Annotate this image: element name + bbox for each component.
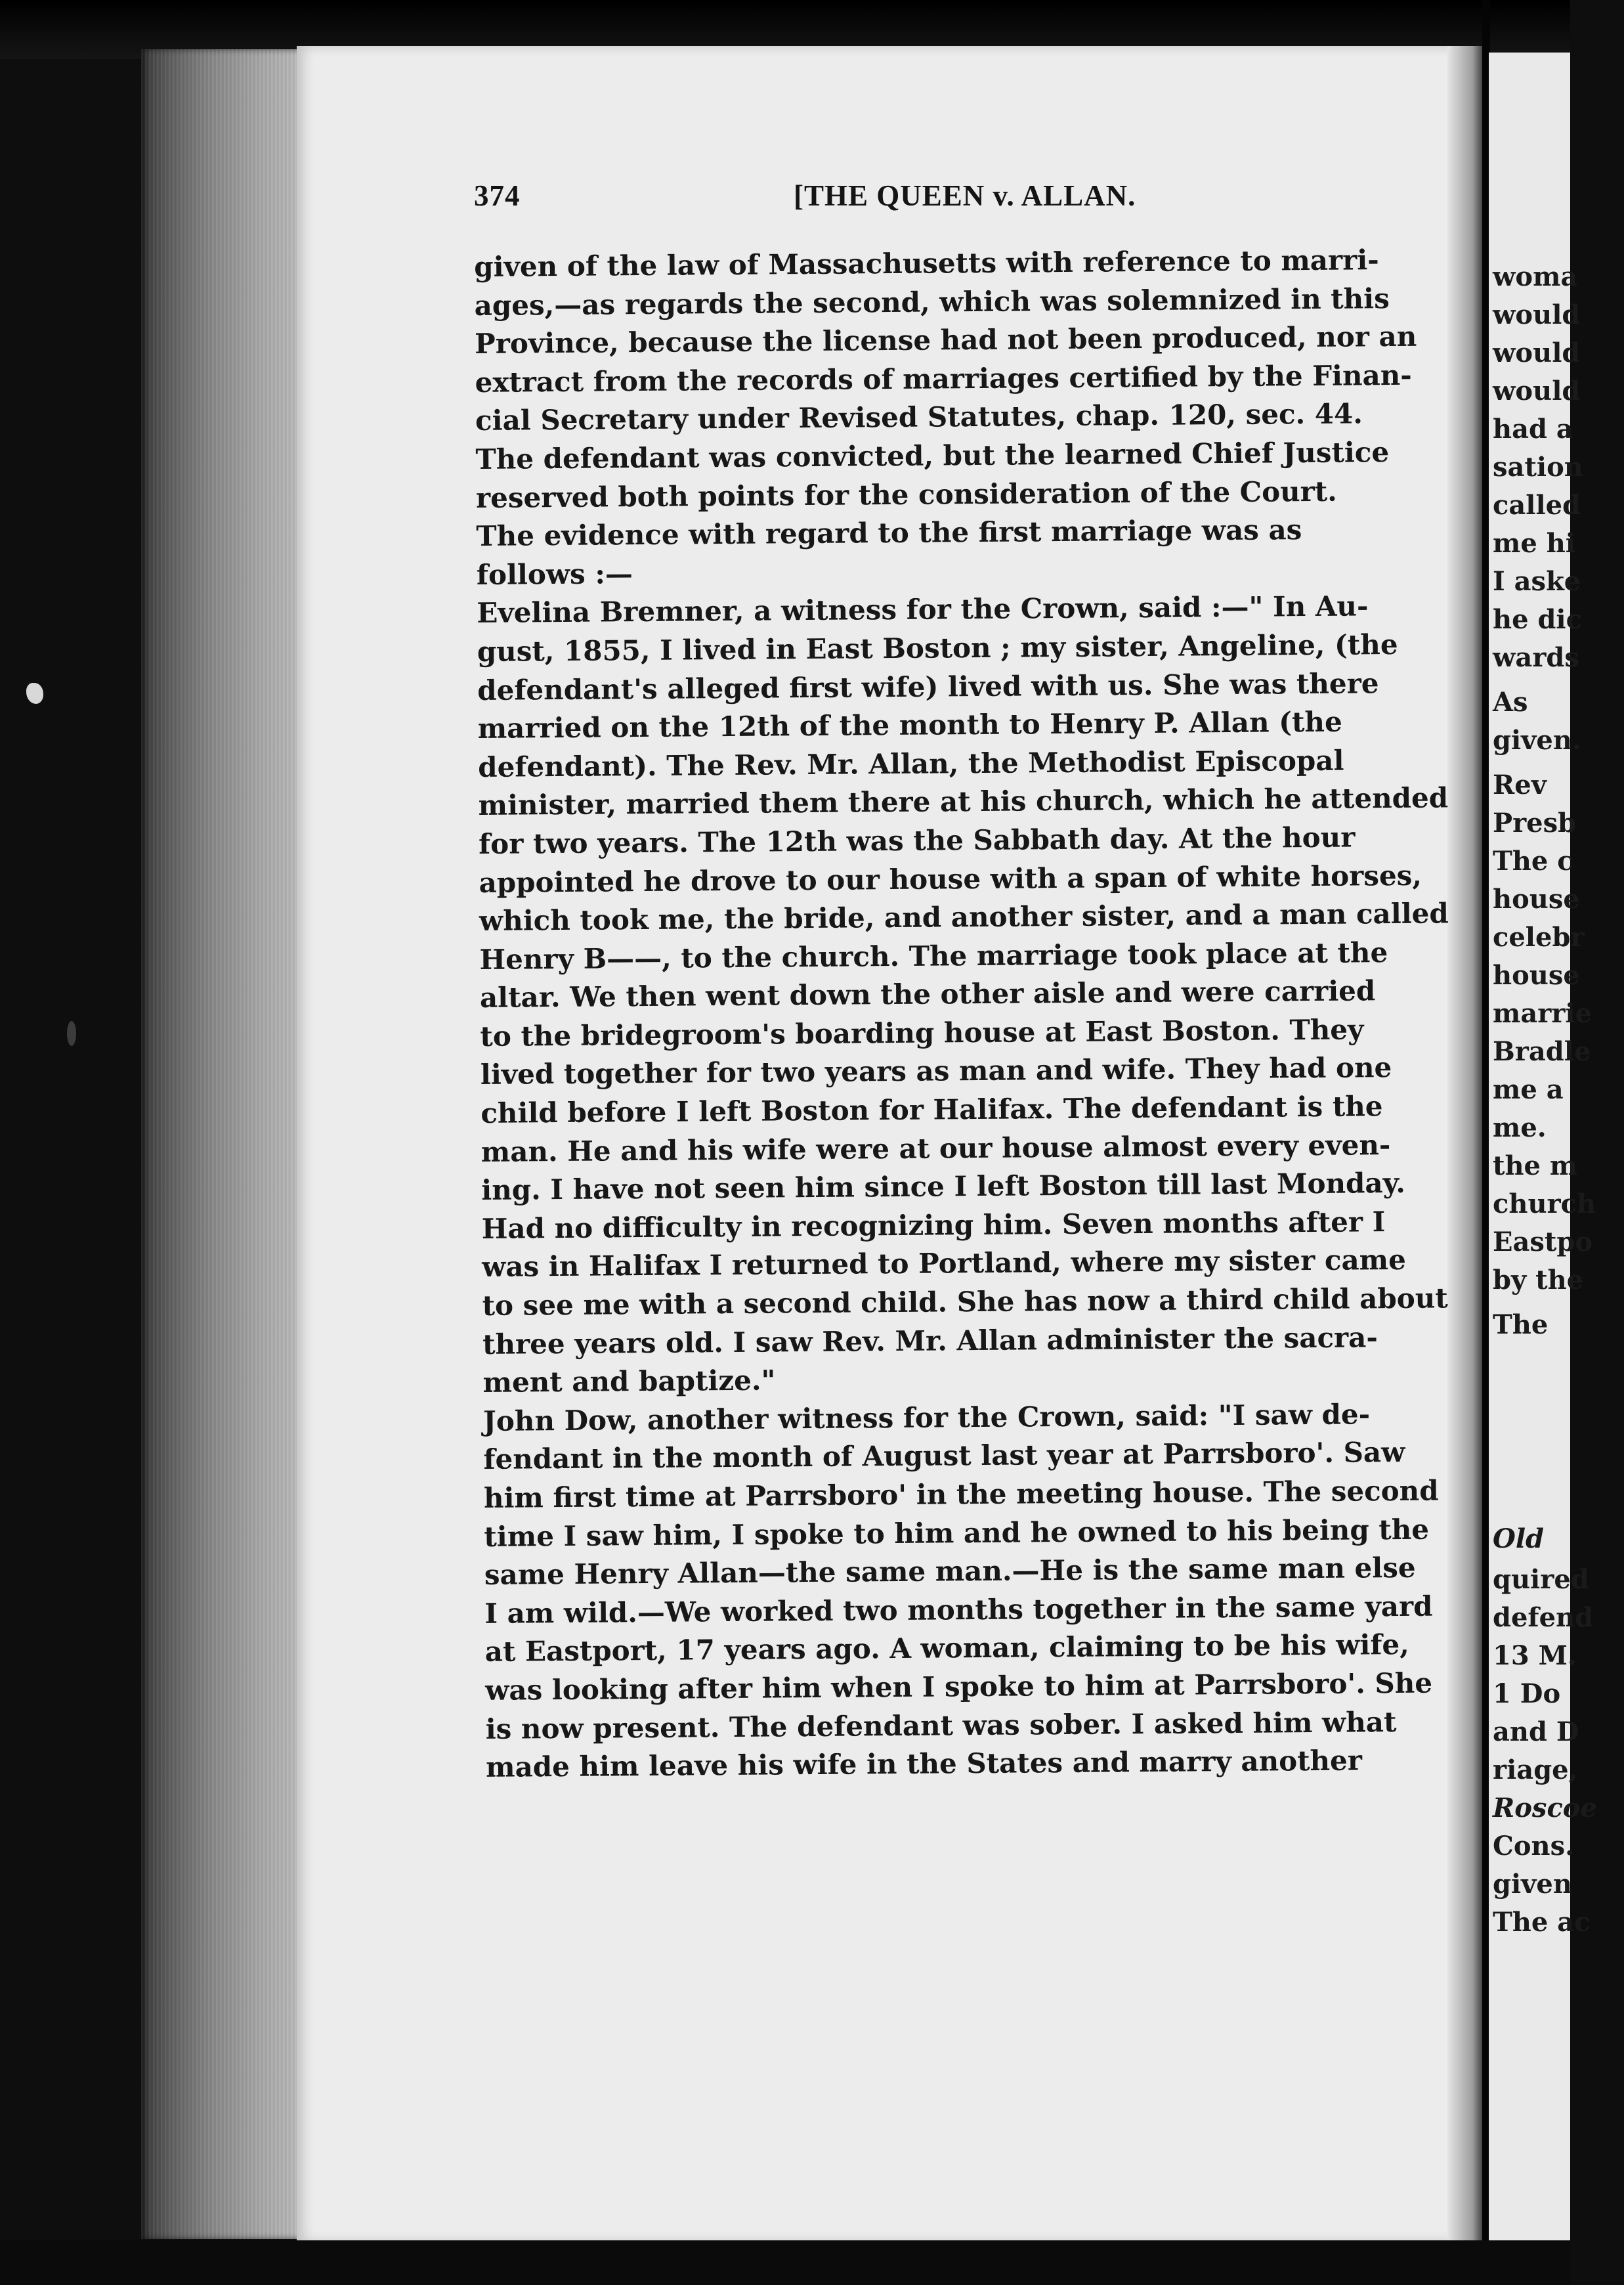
text-line: minister, married them there at his church, which he attended [478,781,1449,822]
facing-line: The [1493,1309,1549,1340]
facing-line: house [1493,884,1580,915]
facing-line: had a [1493,414,1573,445]
facing-line: and D [1493,1716,1579,1747]
text-line: fendant in the month of August last year at Parrsboro'. Saw [483,1436,1405,1476]
text-line: The defendant was convicted, but the learned Chief Justice [475,436,1390,475]
running-title: [THE QUEEN v. ALLAN. [794,179,1136,212]
facing-line: The c [1493,846,1573,877]
text-line: time I saw him, I spoke to him and he owned to his being the [484,1513,1430,1553]
facing-page [1489,53,1597,2246]
text-line: ment and baptize." [482,1364,776,1399]
text-line: at Eastport, 17 years ago. A woman, claiming to be his wife, [484,1628,1409,1668]
text-line: I am wild.—We worked two months together in the same yard [484,1590,1433,1630]
facing-line: Presb [1493,808,1577,838]
text-line: married on the 12th of the month to Henry P. Allan (the [477,705,1342,745]
facing-line: As [1493,687,1528,718]
facing-line: I aske [1493,566,1581,597]
facing-line: Bradle [1493,1036,1591,1067]
text-line: appointed he drove to our house with a span of white horses, [479,859,1422,899]
facing-line: the m [1493,1150,1578,1181]
facing-line: he dic [1493,604,1582,635]
facing-line: given [1493,1869,1572,1900]
facing-line: Cons. [1493,1831,1575,1861]
text-line: John Dow, another witness for the Crown, said: "I saw de- [482,1398,1371,1437]
text-line: The evidence with regard to the first marriage was as [476,513,1302,553]
facing-line: by the [1493,1265,1584,1295]
facing-line: Rev [1493,770,1547,800]
facing-line: given. [1493,725,1581,756]
text-line: defendant's alleged first wife) lived with us. She was there [477,666,1379,707]
text-line: extract from the records of marriages certified by the Finan- [475,359,1412,399]
facing-line: Roscoe [1493,1793,1597,1823]
facing-line: quired [1493,1564,1589,1595]
text-line: Evelina Bremner, a witness for the Crown, said :—" In Au- [477,590,1369,630]
text-line: follows :— [476,557,633,591]
page-edge-texture [141,49,302,2239]
facing-line: me. [1493,1112,1547,1143]
dust-speck [26,683,43,704]
facing-line: defend [1493,1602,1594,1633]
text-line: same Henry Allan—the same man.—He is the same man else [484,1551,1416,1592]
facing-line: would [1493,299,1581,330]
text-line: Henry B——, to the church. The marriage took place at the [479,936,1388,976]
facing-line: would [1493,337,1581,368]
page-number: 374 [474,179,521,212]
text-line: was in Halifax I returned to Portland, where my sister came [481,1244,1407,1284]
text-line: gust, 1855, I lived in East Boston ; my sister, Angeline, (the [477,628,1398,668]
text-line: child before I left Boston for Halifax. The defendant is the [481,1090,1383,1130]
text-line: was looking after him when I spoke to him at Parrsboro'. She [485,1666,1433,1707]
page-gutter [1447,46,1484,2242]
facing-line: wards [1493,642,1579,673]
text-line: which took me, the bride, and another sister, and a man called [479,897,1449,938]
facing-line: woma [1493,261,1578,292]
text-line: is now present. The defendant was sober. I asked him what [485,1705,1397,1745]
text-line: ing. I have not seen him since I left Boston till last Monday. [481,1167,1406,1207]
text-line: made him leave his wife in the States and marry another [485,1744,1363,1784]
facing-line: called [1493,490,1581,521]
text-line: to the bridegroom's boarding house at East Boston. They [480,1013,1364,1053]
text-line: Had no difficulty in recognizing him. Seven months after I [481,1205,1386,1245]
page-header [474,179,1380,218]
text-line: ages,—as regards the second, which was solemnized in this [474,282,1390,322]
text-line: him first time at Parrsboro' in the meeting house. The second [483,1474,1439,1514]
book-page-edges [141,49,302,2239]
facing-line: me hi [1493,528,1575,559]
text-line: to see me with a second child. She has now a third child about [482,1282,1448,1322]
text-line: altar. We then went down the other aisle and were carried [479,974,1376,1014]
text-line: given of the law of Massachusetts with reference to marri- [474,244,1379,283]
facing-line: 1 Do [1493,1678,1561,1709]
body-text [474,240,1457,1787]
facing-line: riage, [1493,1754,1578,1785]
text-line: lived together for two years as man and wife. They had one [480,1051,1392,1091]
facing-line: celebr [1493,922,1585,953]
facing-line: church [1493,1188,1596,1219]
text-line: Province, because the license had not been produced, nor an [474,320,1417,360]
facing-line: house [1493,960,1580,991]
text-line: cial Secretary under Revised Statutes, chap. 120, sec. 44. [475,397,1363,437]
text-line: three years old. I saw Rev. Mr. Allan administer the sacra- [482,1320,1378,1360]
text-line: reserved both points for the consideration of the Court. [475,475,1337,514]
dust-speck [67,1021,76,1046]
text-line: man. He and his wife were at our house almost every even- [481,1128,1391,1168]
facing-line: sation [1493,452,1583,483]
facing-line: me a [1493,1074,1564,1105]
facing-line: marrie [1493,998,1592,1029]
text-line: defendant). The Rev. Mr. Allan, the Methodist Episcopal [478,744,1344,783]
facing-line: The ac [1493,1907,1591,1938]
facing-line: 13 M. [1493,1640,1577,1671]
facing-line: Eastpo [1493,1227,1593,1257]
text-line: for two years. The 12th was the Sabbath day. At the hour [478,821,1356,860]
bottom-shadow [0,2240,1570,2285]
facing-line: would [1493,376,1581,406]
facing-line: Old [1493,1523,1545,1554]
